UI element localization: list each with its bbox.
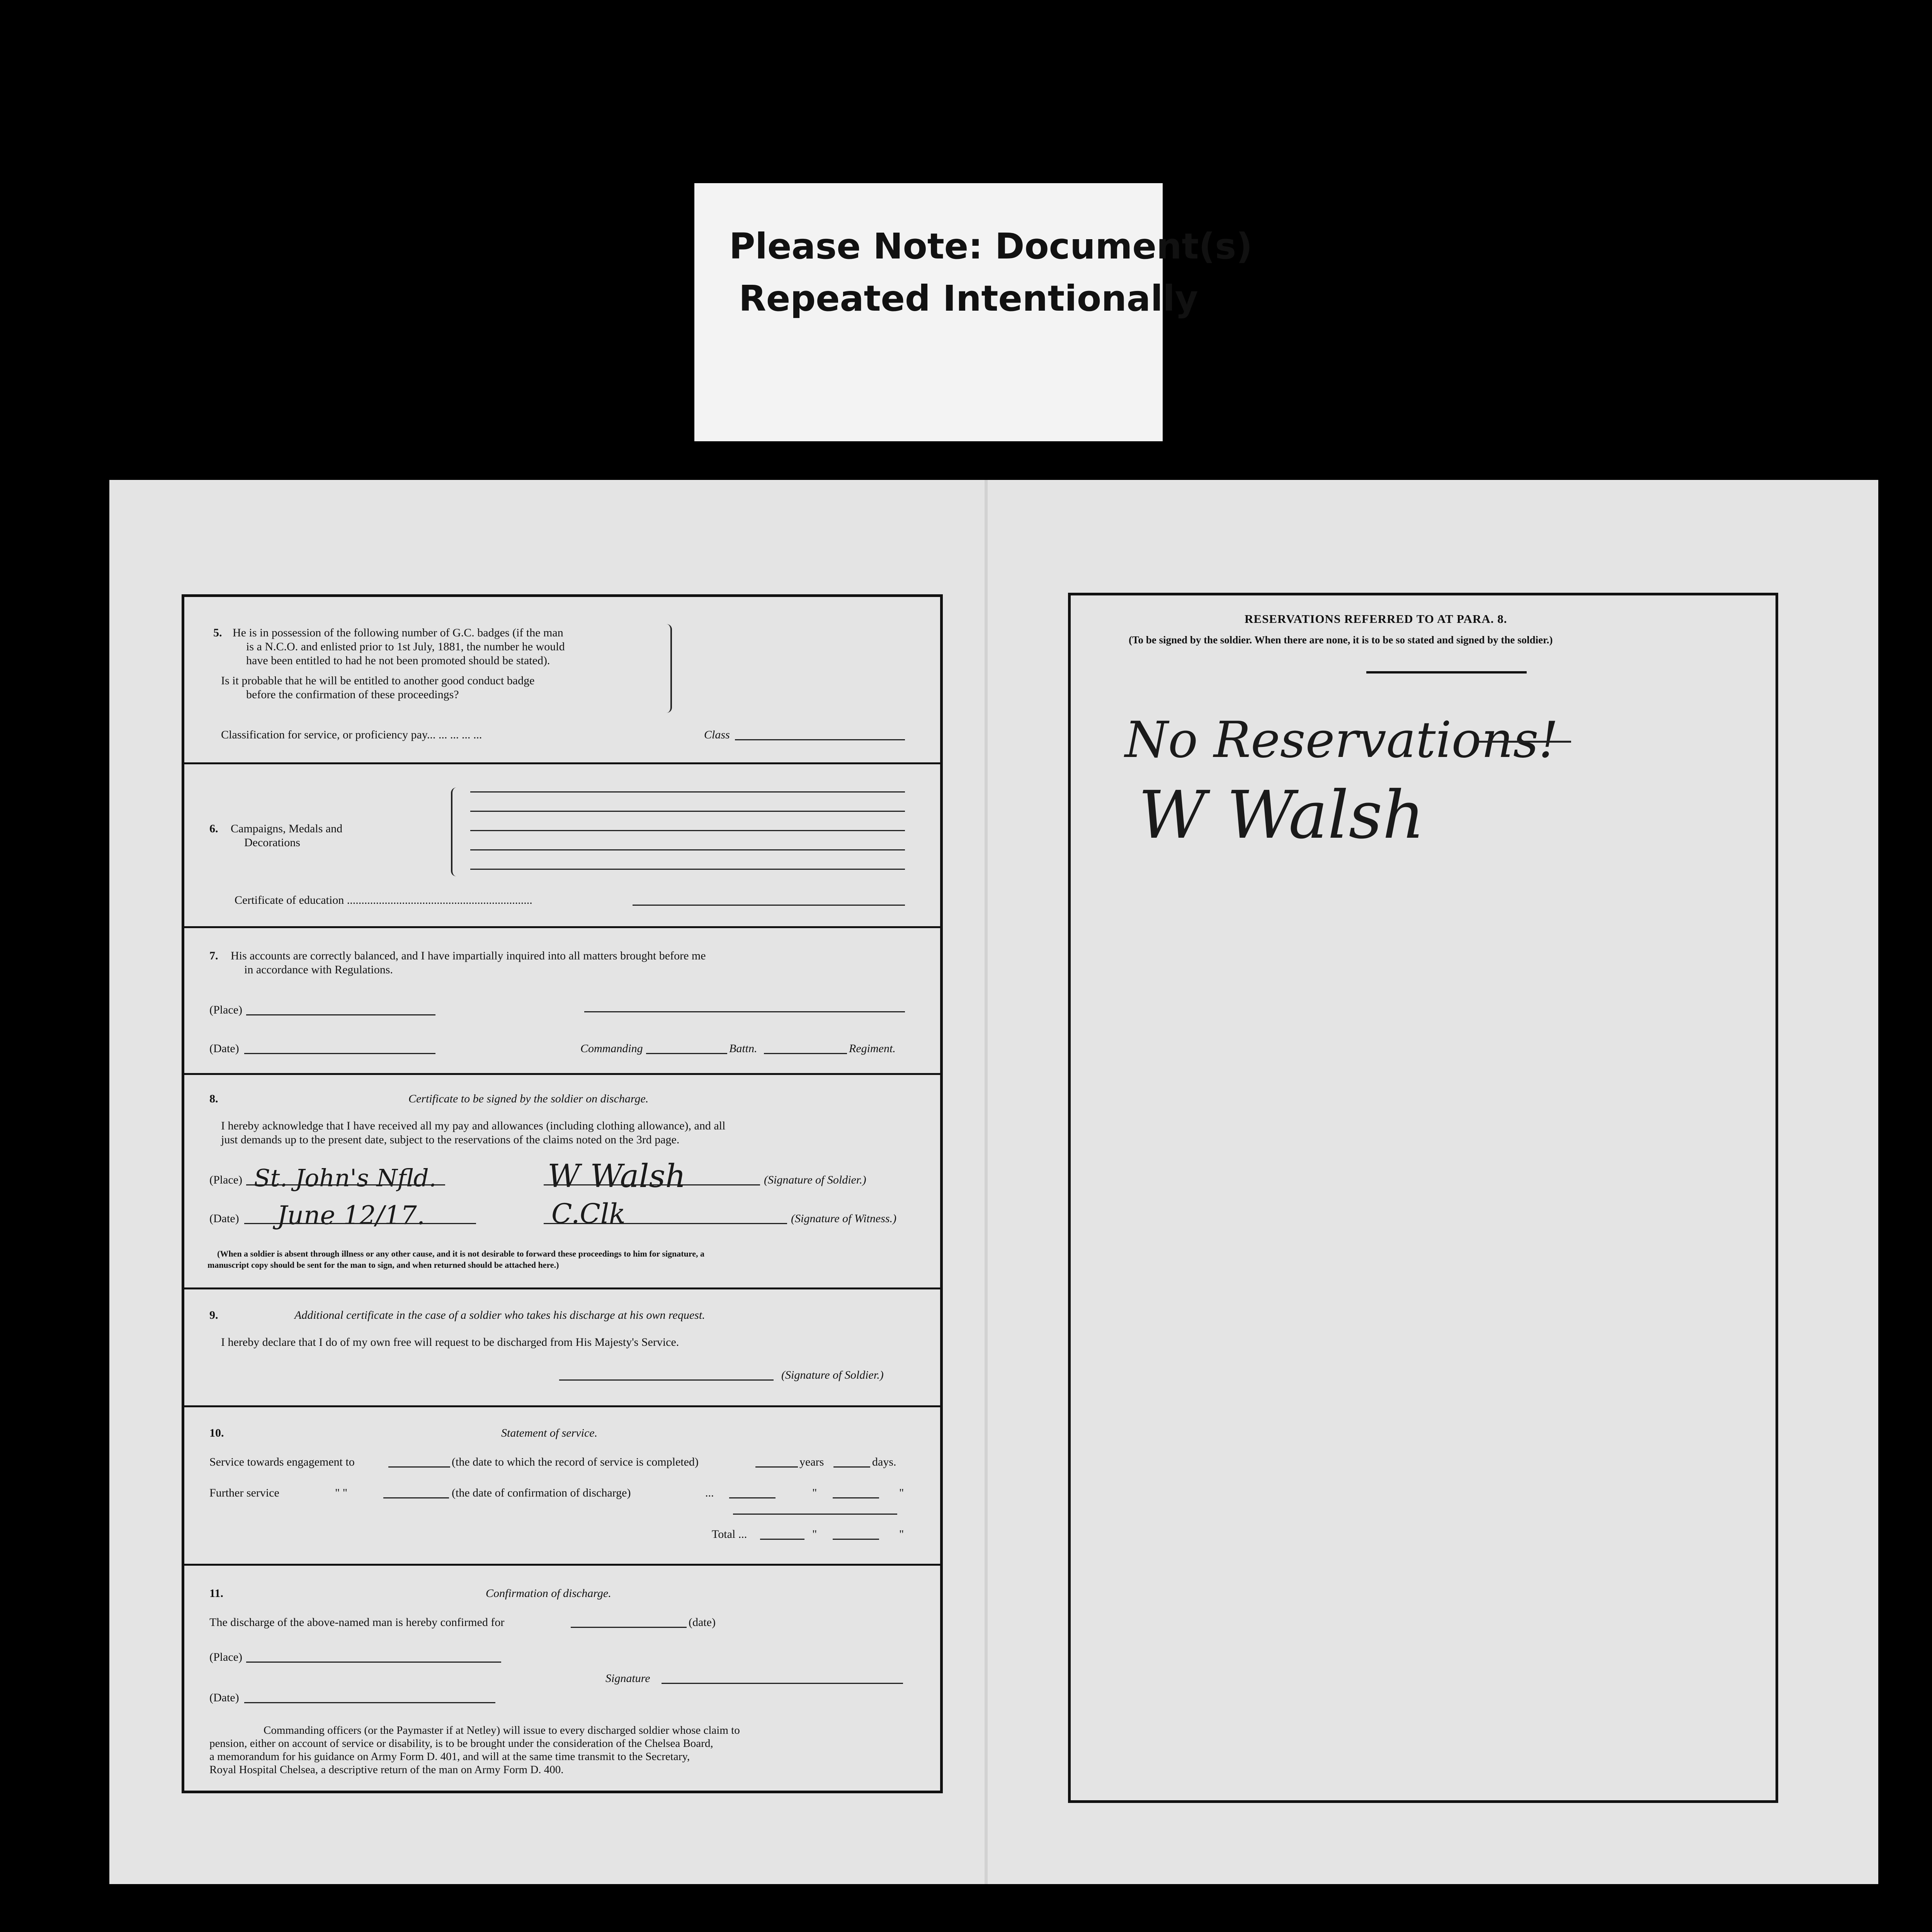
s7-date-line <box>244 1053 435 1054</box>
note-line-1: Please Note: Document(s) <box>729 226 1253 267</box>
s8-soldier-signature-line <box>544 1184 760 1185</box>
s7-date-label: (Date) <box>209 1042 239 1055</box>
s5-text-1: He is in possession of the following number of G.C. badges (if the man <box>233 626 563 639</box>
s11-para-2: pension, either on account of service or disability, is to be brought under the consideration of the Chelsea Board, <box>209 1737 713 1750</box>
s7-battn: Battn. <box>729 1042 757 1055</box>
s11-signature-label: Signature <box>605 1672 650 1685</box>
s11-text: The discharge of the above-named man is hereby confirmed for <box>209 1616 505 1629</box>
handwriting-dash <box>1478 741 1571 743</box>
s10-total: Total ... <box>712 1528 747 1541</box>
s8-place-line <box>246 1184 445 1185</box>
s8-signature-soldier-label: (Signature of Soldier.) <box>764 1173 866 1186</box>
section-6 <box>184 764 940 928</box>
s6-line-1 <box>470 791 905 793</box>
s9-text: I hereby declare that I do of my own free will request to be discharged from His Majesty's Service. <box>221 1336 679 1349</box>
s6-line-4 <box>470 849 905 850</box>
section-8-number: 8. <box>209 1092 218 1105</box>
s6-label-2: Decorations <box>244 836 300 849</box>
s10-line-2a: Further service <box>209 1486 279 1499</box>
s10-total-q2: " <box>899 1528 904 1541</box>
s6-education-line <box>633 905 905 906</box>
s10-years-blank <box>755 1466 798 1468</box>
section-7 <box>184 928 940 1075</box>
s6-bracket <box>451 787 459 876</box>
reservations-box <box>1068 593 1778 1803</box>
s10-title: Statement of service. <box>501 1427 598 1439</box>
s8-note-2: manuscript copy should be sent for the man to sign, and when returned should be attached here.) <box>207 1260 559 1270</box>
s7-text-1: His accounts are correctly balanced, and I have impartially inquired into all matters brought before me <box>231 949 706 962</box>
s6-line-2 <box>470 811 905 812</box>
s8-text-2: just demands up to the present date, subject to the reservations of the claims noted on the 3rd page. <box>221 1133 680 1146</box>
reservations-rule <box>1366 671 1527 673</box>
s8-date-label: (Date) <box>209 1212 239 1225</box>
s10-years: years <box>799 1456 824 1468</box>
s10-line-1b: (the date to which the record of service is completed) <box>452 1456 699 1468</box>
s8-date-handwritten: June 12/17. <box>277 1201 425 1230</box>
s10-ditto: " " <box>335 1486 347 1499</box>
discharge-document <box>109 480 1878 1884</box>
no-reservations-handwriting: No Reservations! <box>1125 711 1559 769</box>
s7-text-2: in accordance with Regulations. <box>244 963 393 976</box>
s10-line-1-blank <box>388 1466 450 1468</box>
s7-commanding: Commanding <box>580 1042 643 1055</box>
s5-text-5: before the confirmation of these proceedings? <box>246 688 459 701</box>
section-9-number: 9. <box>209 1309 218 1321</box>
section-11 <box>184 1566 940 1791</box>
s8-text-1: I hereby acknowledge that I have received all my pay and allowances (including clothing allowance), and all <box>221 1119 726 1132</box>
reservations-subtitle: (To be signed by the soldier. When there are none, it is to be so stated and signed by the soldier.) <box>1129 634 1553 646</box>
s10-days: days. <box>872 1456 896 1468</box>
s5-text-4: Is it probable that he will be entitled to another good conduct badge <box>221 674 535 687</box>
s8-witness-signature: C.Clk <box>551 1198 626 1230</box>
s8-place-handwritten: St. John's Nfld. <box>254 1164 437 1192</box>
s9-signature-label: (Signature of Soldier.) <box>781 1369 884 1381</box>
section-7-number: 7. <box>209 949 218 962</box>
s10-further-q1: " <box>812 1486 817 1499</box>
s10-line-2b: (the date of confirmation of discharge) <box>452 1486 631 1499</box>
reservations-title: RESERVATIONS REFERRED TO AT PARA. 8. <box>1245 612 1507 626</box>
note-line-2: Repeated Intentionally <box>739 278 1198 319</box>
s5-text-2: is a N.C.O. and enlisted prior to 1st July, 1881, the number he would <box>246 640 565 653</box>
s9-signature-line <box>559 1379 774 1381</box>
s10-further-q2: " <box>899 1486 904 1499</box>
s10-total-years <box>760 1539 804 1540</box>
s5-class-line <box>735 739 905 740</box>
s10-further-years <box>729 1497 776 1498</box>
s10-total-q1: " <box>812 1528 817 1541</box>
s10-further-days <box>833 1497 879 1498</box>
s8-witness-line <box>544 1223 787 1224</box>
section-6-number: 6. <box>209 822 218 835</box>
s5-text-3: have been entitled to had he not been promoted should be stated). <box>246 654 550 667</box>
s10-line-1a: Service towards engagement to <box>209 1456 355 1468</box>
section-8 <box>184 1075 940 1289</box>
s5-bracket <box>663 624 672 713</box>
section-5 <box>184 597 940 764</box>
section-11-number: 11. <box>209 1587 223 1600</box>
left-form <box>182 594 943 1793</box>
s7-commanding-sign-line <box>584 1011 905 1012</box>
s8-date-line <box>244 1223 476 1224</box>
s11-date-label: (Date) <box>209 1691 239 1704</box>
s10-sum-line <box>733 1514 897 1515</box>
s6-line-5 <box>470 869 905 870</box>
s11-signature-line <box>662 1683 903 1684</box>
s6-label-1: Campaigns, Medals and <box>231 822 343 835</box>
page-fold <box>985 480 988 1884</box>
s8-soldier-signature: W Walsh <box>548 1158 686 1195</box>
reservations-signature: W Walsh <box>1138 777 1425 854</box>
s10-total-days <box>833 1539 879 1540</box>
s6-education: Certificate of education ................................................................ <box>235 894 532 906</box>
s8-place-label: (Place) <box>209 1173 242 1186</box>
section-10 <box>184 1407 940 1566</box>
s10-dots: ... <box>705 1486 714 1499</box>
section-10-number: 10. <box>209 1427 224 1439</box>
s11-place-label: (Place) <box>209 1651 242 1663</box>
s11-place-line <box>246 1662 501 1663</box>
s6-line-3 <box>470 830 905 831</box>
s8-note-1: (When a soldier is absent through illness or any other cause, and it is not desirable to forward these proceedings to him for signature, a <box>217 1249 704 1259</box>
s11-date-blank <box>571 1627 687 1628</box>
s11-para-1: Commanding officers (or the Paymaster if at Netley) will issue to every discharged soldier whose claim to <box>264 1724 740 1736</box>
s11-para-4: Royal Hospital Chelsea, a descriptive return of the man on Army Form D. 400. <box>209 1764 564 1776</box>
section-5-number: 5. <box>213 626 222 639</box>
s7-place-label: (Place) <box>209 1003 242 1016</box>
s7-regiment: Regiment. <box>849 1042 896 1055</box>
section-9 <box>184 1289 940 1407</box>
s11-title: Confirmation of discharge. <box>486 1587 611 1600</box>
s7-commanding-line <box>646 1053 727 1054</box>
s11-date-paren: (date) <box>689 1616 716 1629</box>
s10-days-blank <box>833 1466 870 1468</box>
s7-place-line <box>246 1014 435 1015</box>
s5-classification: Classification for service, or proficiency pay... ... ... ... ... <box>221 728 482 741</box>
s8-signature-witness-label: (Signature of Witness.) <box>791 1212 897 1225</box>
s11-date-line <box>244 1702 495 1703</box>
s7-battn-line <box>764 1053 847 1054</box>
note-card <box>694 183 1253 441</box>
s10-line-2-blank <box>383 1497 449 1498</box>
s5-class-label: Class <box>704 728 730 741</box>
s11-para-3: a memorandum for his guidance on Army Form D. 401, and will at the same time transmit to the Secretary, <box>209 1750 690 1763</box>
s9-title: Additional certificate in the case of a soldier who takes his discharge at his own request. <box>294 1309 705 1321</box>
s8-title: Certificate to be signed by the soldier on discharge. <box>408 1092 649 1105</box>
